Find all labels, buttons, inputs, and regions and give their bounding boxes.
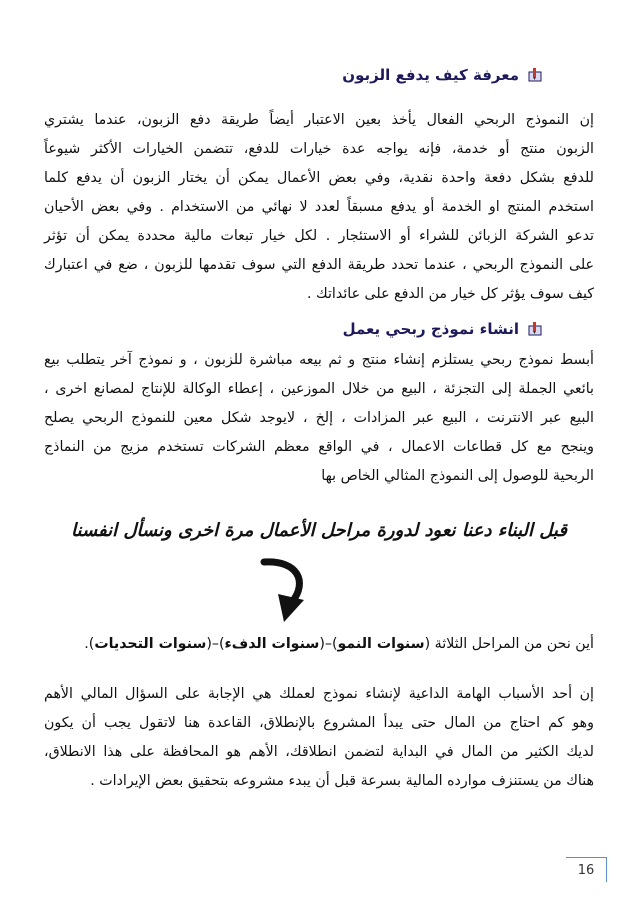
paragraph-line: استخدم المنتج او الخدمة أو يدفع مسبقاً لعدد لا نهائي من الاستخدام . وفي بعض الأحيان [44,199,594,215]
paragraph-line: وهو كم احتاج من المال حتى يبدأ المشروع بالإنطلاق، القاعدة هنا لاتقول يجب أن يكون [44,715,594,731]
stage-growth: سنوات النمو [337,636,425,652]
paragraph-line: الربحية للوصول إلى النموذج المثالي الخاص بها [321,468,594,484]
stages-prefix: أين نحن من المراحل الثلاثة ( [424,636,594,652]
section-heading-profit-model [343,320,543,338]
stages-suffix: ). [84,636,95,652]
paragraph-line: هناك من يستنزف موارده المالية بسرعة قبل أن يبدء مشروعه بتحقيق بعض الإيرادات . [90,773,594,789]
paragraph-line: للدفع بشكل دفعة واحدة نقدية، وفي بعض الأعمال يمكن أن يختار الزبون أن يدفع كلما [44,170,594,186]
paragraph-profit-model [44,346,594,491]
stage-challenges: سنوات التحديات [94,636,207,652]
stage-warmth: سنوات الدفء [224,636,320,652]
pen-book-icon [527,67,543,83]
pen-book-icon [527,321,543,337]
paragraph-line: تدعو الشركة الزبائن للشراء أو الاستئجار . لكل خيار تبعات مالية محددة يمكن أن تؤثر [44,228,594,244]
paragraph-line: إن النموذج الربحي الفعال يأخذ بعين الاعتبار أيضاً طريقة دفع الزبون، عندما يشتري [44,112,594,128]
paragraph-line: الزبون منتج أو خدمة، فإنه يواجه عدة خيارات للدفع، تتضمن الخيارات الأكثر شيوعاً [44,141,594,157]
paragraph-funding [44,680,594,796]
curved-down-arrow-icon [258,556,318,628]
stages-separator: )–( [319,636,338,652]
paragraph-line: لديك الكثير من المال في البداية لتضمن انطلاقك، الأهم هو المحافظة على هذا الانطلاق، [44,744,594,760]
paragraph-line: كيف سوف يؤثر كل خيار من الدفع على عائداتك . [307,286,594,302]
section-heading-text: معرفة كيف يدفع الزبون [342,66,519,84]
paragraph-payment [44,106,594,309]
paragraph-line: إن أحد الأسباب الهامة الداعية لإنشاء نموذج لعملك هي الإجابة على السؤال المالي الأهم [44,686,594,702]
page-number: 16 [566,857,607,882]
paragraph-line: وينجح مع كل قطاعات الاعمال ، في الواقع معظم الشركات تستخدم مزيج من النماذج [44,439,594,455]
stages-separator: )–( [206,636,225,652]
business-stages-line [84,636,594,652]
paragraph-line: البيع عبر الانترنت ، البيع عبر المزادات ، إلخ ، لايوجد شكل معين للنموذج الربحي يصلح [44,410,594,426]
section-heading-payment [342,66,543,84]
paragraph-line: على النموذج الربحي ، عندما تحدد طريقة الدفع التي سوف تقدمها للزبون ، ضع في اعتبارك [44,257,594,273]
paragraph-line: أبسط نموذج ربحي يستلزم إنشاء منتج و ثم بيعه مباشرة للزبون ، و نموذج آخر يتطلب بيع [44,352,594,368]
section-heading-text: انشاء نموذج ربحي يعمل [342,320,519,338]
paragraph-line: بائعي الجملة إلى التجزئة ، البيع من خلال الموزعين ، إعطاء الوكالة للإنتاج لمصانع اخرى ، [44,381,594,397]
banner-question: قبل البناء دعنا نعود لدورة مراحل الأعمال مرة اخرى ونسأل انفسنا [71,520,567,541]
